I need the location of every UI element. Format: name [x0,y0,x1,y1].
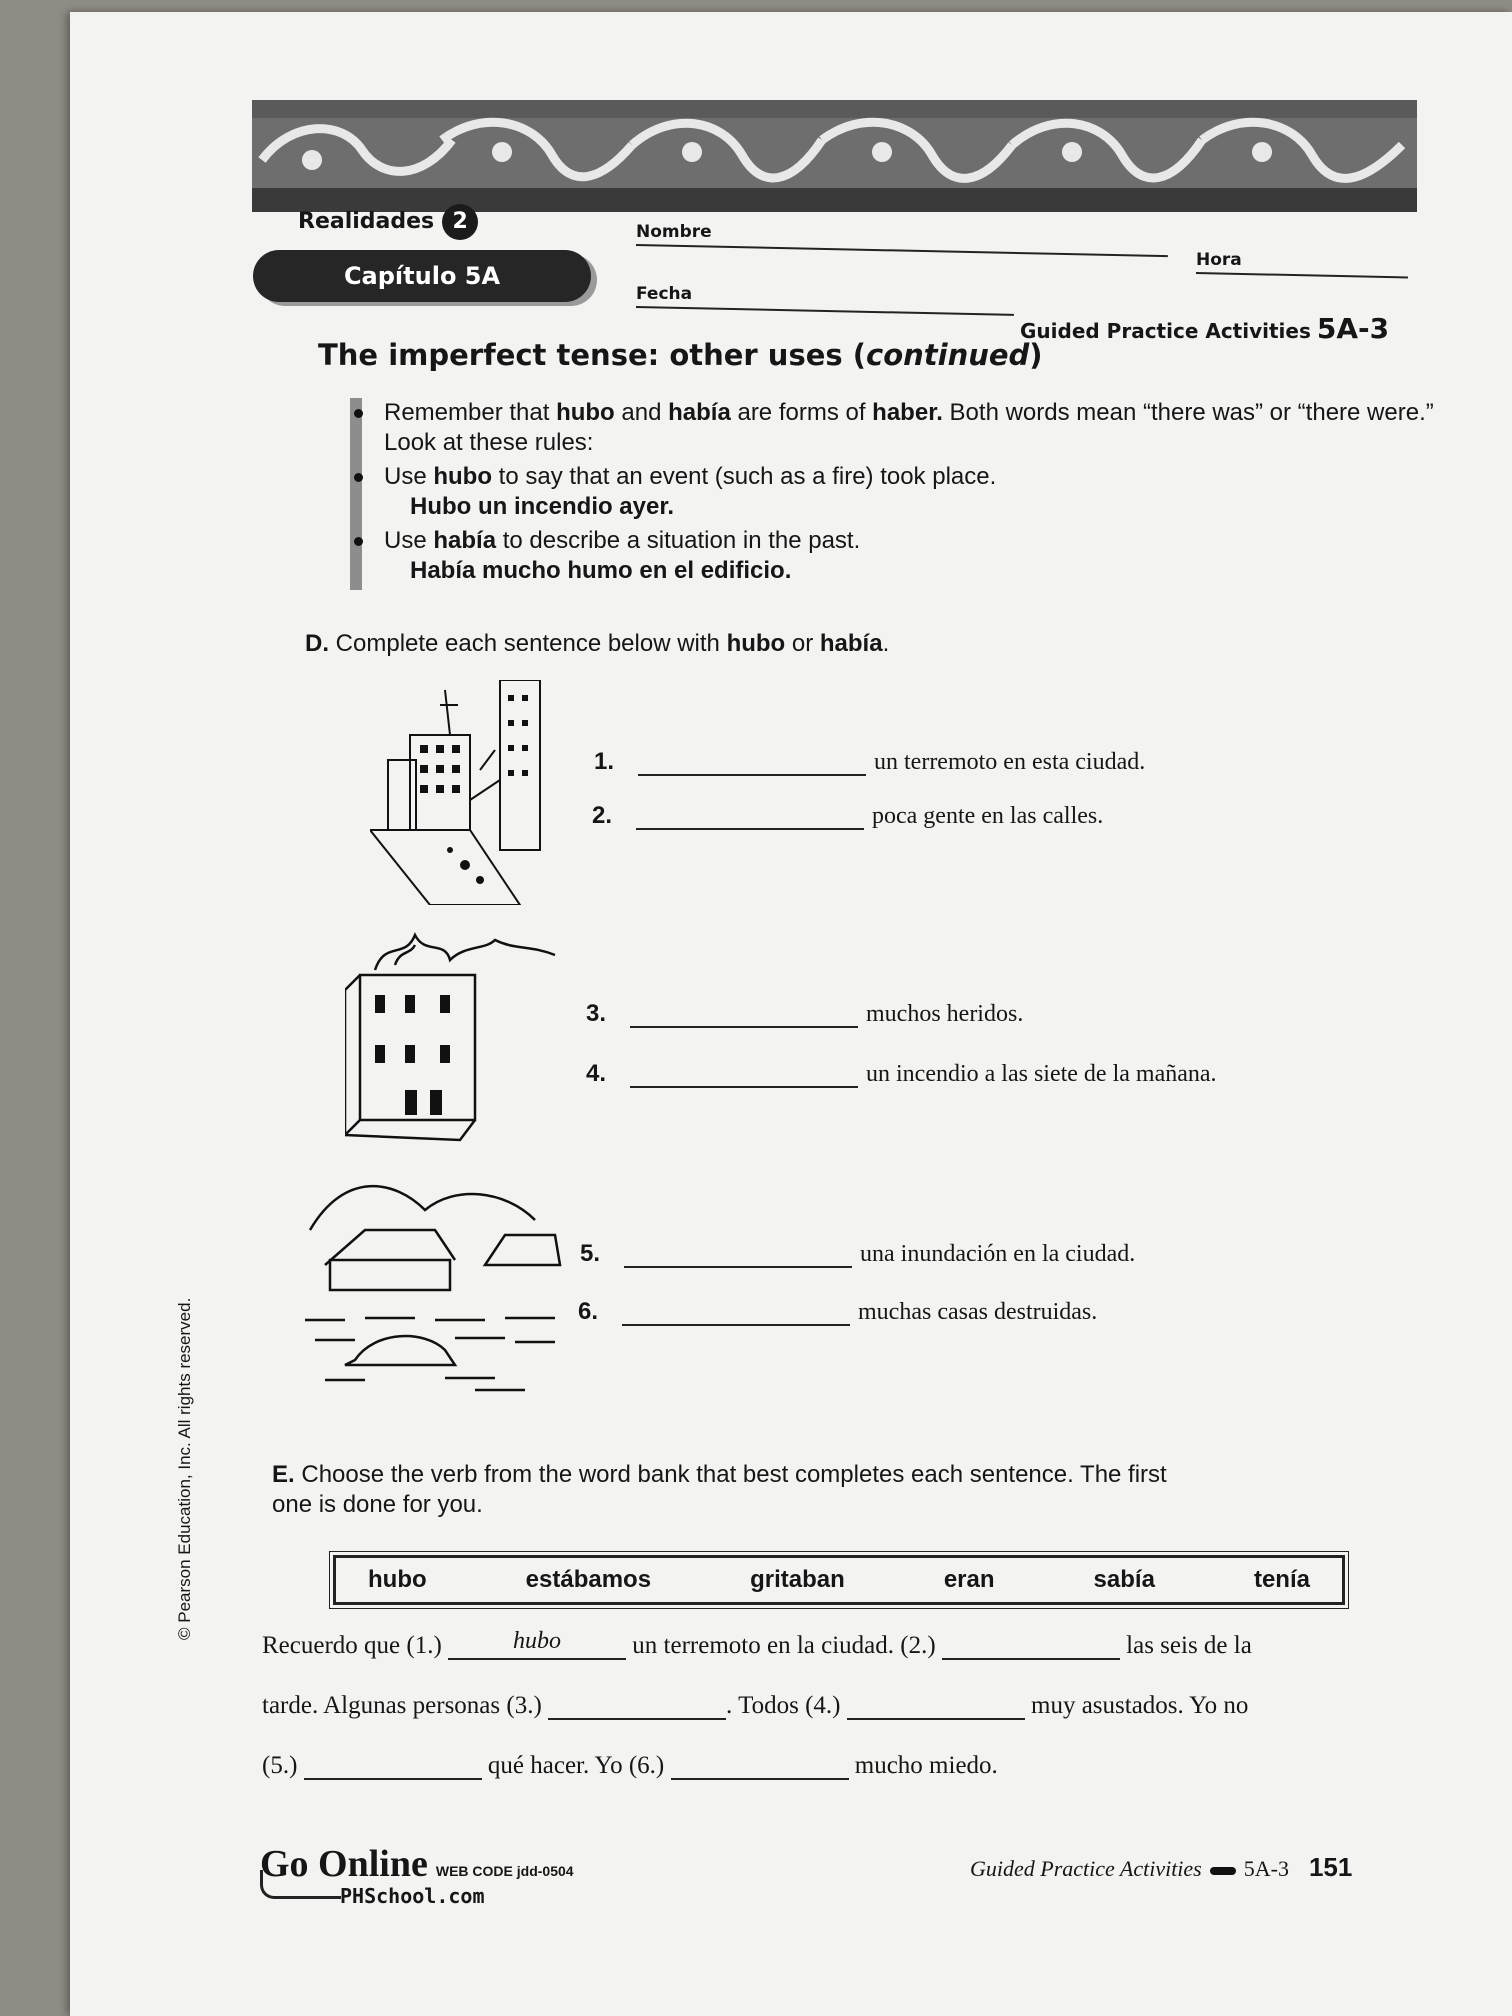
fire-illustration [345,930,560,1145]
rule-text: are forms of [730,399,873,426]
level-badge: 2 [442,204,478,240]
rule-text: to say that an event (such as a fire) took place. [492,463,997,490]
instr-text: Complete each sentence below with [329,630,727,657]
paragraph-text: (5.) [262,1752,298,1779]
rule-example: Hubo un incendio ayer. [410,493,675,520]
question-number: 5. [580,1240,601,1267]
instr-text: Choose the verb from the word bank that best completes each sentence. The first [294,1461,1167,1488]
question-text: muchas casas destruidas. [858,1299,1098,1325]
grammar-rules-box [350,398,1444,590]
question-text: una inundación en la ciudad. [860,1241,1136,1267]
answer-blank[interactable] [304,1752,482,1780]
site-name: PHSchool.com [340,1884,485,1908]
paragraph-line-3 [262,1752,1402,1780]
word-bank-item: hubo [368,1566,427,1593]
question-item [586,1060,1217,1090]
handwritten-answer: hubo [513,1628,562,1654]
answer-blank[interactable] [942,1632,1120,1660]
rule-1 [384,398,1444,458]
question-number: 4. [586,1060,607,1087]
rule-term: hubo [433,463,492,490]
word-bank-item: tenía [1253,1566,1310,1593]
series-name: Realidades [298,209,435,234]
instr-text: or [785,630,820,657]
instr-text: one is done for you. [272,1491,483,1518]
question-text: un terremoto en esta ciudad. [874,749,1146,775]
bullet-icon [354,409,363,418]
series-label [298,204,478,240]
answer-blank[interactable] [448,1628,626,1660]
rule-text: Remember that [384,399,557,426]
footer-activity [970,1852,1352,1883]
section-letter: E. [272,1461,295,1488]
paragraph-text: tarde. Algunas personas (3.) [262,1692,542,1719]
paragraph-line-2 [262,1692,1402,1720]
question-item [586,1000,1023,1030]
word-bank-item: eran [943,1566,995,1593]
activity-header [1020,312,1389,345]
instr-text: . [882,630,890,657]
rule-term: había [668,399,731,426]
question-item [592,802,1103,832]
question-item [580,1240,1135,1270]
chapter-badge: Capítulo 5A [253,250,591,302]
word-bank-item: gritaban [750,1566,845,1593]
question-number: 1. [594,748,615,775]
section-e-instructions [272,1460,1167,1520]
page-number: 151 [1308,1852,1353,1882]
rule-term: haber. [872,399,943,426]
footer-label: Guided Practice Activities [970,1856,1202,1881]
paragraph-text: muy asustados. Yo no [1031,1692,1249,1719]
go-online-logo [260,1842,574,1908]
rule-3 [384,526,1444,586]
rule-text: Use [384,463,434,490]
paragraph-text: qué hacer. Yo (6.) [487,1752,665,1779]
page-title [318,338,1043,372]
word-bank [333,1555,1345,1605]
logo-hook-icon [260,1870,341,1899]
bullet-icon [354,473,363,482]
web-code: WEB CODE jdd-0504 [435,1863,574,1879]
rule-2 [384,462,1444,522]
nombre-label: Nombre [636,222,712,242]
paragraph-text: . Todos (4.) [726,1692,841,1719]
rule-text: Use [384,527,434,554]
activity-code: 5A-3 [1316,312,1390,345]
paragraph-text: las seis de la [1126,1632,1252,1659]
word-bank-item: estábamos [525,1566,652,1593]
title-close: ) [1029,338,1043,372]
word-bank-item: sabía [1093,1566,1155,1593]
activity-label: Guided Practice Activities [1020,319,1311,343]
paragraph-line-1 [262,1628,1402,1660]
instr-term: había [819,630,883,657]
question-text: un incendio a las siete de la mañana. [866,1061,1217,1087]
question-number: 6. [578,1298,599,1325]
answer-blank[interactable] [548,1692,726,1720]
rule-term: hubo [556,399,615,426]
answer-blank[interactable] [622,1302,850,1326]
footer-code: 5A-3 [1243,1856,1289,1881]
rule-example: Había mucho humo en el edificio. [410,557,792,584]
flood-illustration [305,1170,565,1395]
question-item [594,748,1145,778]
earthquake-illustration [370,680,545,905]
question-number: 3. [586,1000,607,1027]
answer-blank[interactable] [636,806,864,830]
instr-term: hubo [726,630,786,657]
rule-text: to describe a situation in the past. [496,527,861,554]
title-text: The imperfect tense: other uses ( [318,338,866,372]
section-d-instructions [305,630,889,658]
title-emphasis: continued [866,338,1030,372]
paragraph-text: Recuerdo que (1.) [262,1632,442,1659]
answer-blank[interactable] [847,1692,1025,1720]
paragraph-text: mucho miedo. [854,1752,998,1779]
fecha-label: Fecha [636,284,693,304]
copyright-notice: © Pearson Education, Inc. All rights reserved. [175,1297,194,1640]
question-text: muchos heridos. [866,1001,1024,1027]
question-item [578,1298,1097,1328]
rule-term: había [433,527,497,554]
rule-text: and [614,399,669,426]
answer-blank[interactable] [638,752,866,776]
answer-blank[interactable] [624,1244,852,1268]
dash-icon [1210,1867,1236,1875]
answer-blank[interactable] [630,1004,858,1028]
answer-blank[interactable] [630,1064,858,1088]
question-text: poca gente en las calles. [872,803,1104,829]
bullet-icon [354,537,363,546]
section-letter: D. [305,630,329,657]
go-online-text: Go Online [260,1843,428,1885]
question-number: 2. [592,802,613,829]
rule-text: Both words mean “there was” or “there were.” Look at these rules: [384,399,1434,456]
paragraph-text: un terremoto en la ciudad. (2.) [632,1632,936,1659]
decorative-banner [252,100,1417,212]
answer-blank[interactable] [671,1752,849,1780]
hora-label: Hora [1196,250,1242,270]
